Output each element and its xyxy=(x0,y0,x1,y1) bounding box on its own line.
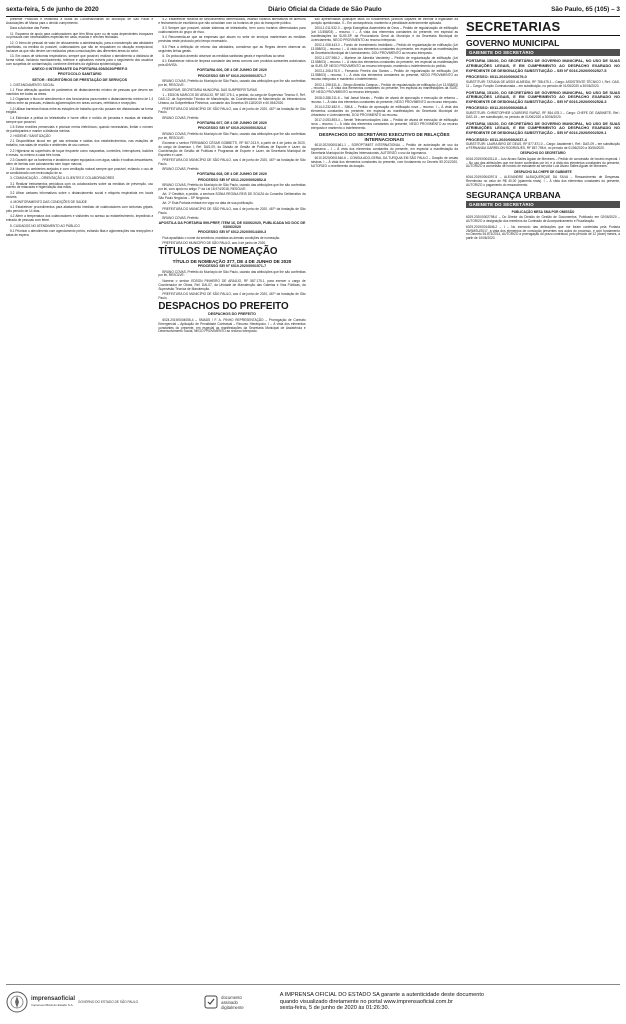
processo-heading: PROCESSO SEI Nº 6011.2020/0002852-8 xyxy=(197,177,267,182)
paragraph: 5.5 Para a definição de retomo das atividades, considerar que as Regras devem observar as seguintes linhas gerais. xyxy=(158,44,306,53)
paragraph: 3. COMUNICAÇÃO – ORIENTAÇÃO A CLIENTES E COLABORADORES xyxy=(10,176,115,181)
paragraph: 11. Esquema de apoio para colaboradores que têm filhos quer ou de suas dependentes incapazes ou pessoas com necessidades especiais em casa, escolas e creches fechadas. xyxy=(6,31,154,40)
portaria-title: PORTARIA 150/20, DO SECRETÁRIO DE GOVERNO MUNICIPAL, NO USO DE SUAS ATRIBUIÇÕES LEGAIS, E EM CUMPRIMENTO AO DESPACHO EXARADO NO EXPEDIENTE DE DESIGNAÇÃO SUBSTITUIÇÃO – SEI Nº 6016.2020/0002527-5 xyxy=(466,59,620,73)
main-columns xyxy=(6,18,458,978)
paragraph: Exonerar o senhor FERNANDO CÉSAR GOBBETTI, RF 507.013.9, a partir de 4 de junho de 2020, do cargo de Assessor I, Ref. DAS-09, da Divisão de Gestão de Políticas de Esporte e Lazer, da Coordenação de Gestão de Políticas e Programas de Esporte e Lazer, da Secretaria Municipal de Esportes e Lazer. xyxy=(158,140,306,157)
paragraph: 1.4 Estimular a prática do teletrabalho e home office e rodízio de jornadas e escalas de trabalho sempre que possível. xyxy=(6,115,154,124)
paragraph: 2002-1.008.443-0 – Fundo de Investimento Imobiliário – Pedido de regularização de edificação (Lei 13.558/03) – recurso. I – À vista dos elementos constantes do presente, em especial as manifestações da Secretaria Municipal de Licenciamento, DOU PROVIMENTO ao recurso interposto. xyxy=(310,43,458,56)
paragraph: Fica apostilado o nome da servidora, mantidas as demais condições de nomeação. xyxy=(162,235,281,240)
paragraph: PREFEITURA DO MUNICÍPIO DE SÃO PAULO, aos 4 de junho de 2020, 467º da fundação de São Paulo. xyxy=(158,206,306,215)
paragraph: 1.5 Evitar reuniões presenciais e priorizar meios eletrônicos; quando necessárias, limitar o número de participantes e manter a distância mínima. xyxy=(6,124,154,133)
header-date: sexta-feira, 5 de junho de 2020 xyxy=(6,5,99,13)
paragraph: 6010.2020/0001661-1 – SOROPTIMIST INTERNATIONAL – Pedido de autorização de uso da logomarca – I – À vista dos elementos constantes do presente, em especial a manifestação da Secretaria Municipal de Relações Internacionais, AUTORIZO o uso da logomarca. xyxy=(310,142,458,155)
paragraph: 2.3 Garantir que os banheiros e lavatórios sejam equipados com água, sabão e toalhas descartáveis, além de lixeiras com acionamento sem toque manual. xyxy=(6,157,154,166)
paragraph: 6016.2019/0004311-8 – Luiz Alvaro Salles Aguiar de Menezes – Pedido de concessão de horário especial. I – No uso das atribuições que me foram conferidas por lei, e à vista dos elementos constantes do presente, AUTORIZO a concessão de horário de estudante ao servidor Luiz Alvaro Salles Aguiar de Menezes. xyxy=(466,156,620,169)
paragraph: 2002-1.298.511-6 – Sérgio Almeida Campos – Pedido de regularização de edificação (Lei 13.558/03) – recurso. I – À vista dos elementos constantes do presente, em especial as manifestações da SUIS-SP, NEGO PROVIMENTO ao recurso interposto. xyxy=(310,82,458,95)
publisher-subtitle: Imprensa Oficial do Estado S.A. xyxy=(31,1003,74,1007)
paragraph: 2003-1.208.476-9 – Fernando Pereira dos Santos – Pedido de regularização de edificação (Lei 13.558/03) – recurso. I – À vista dos elementos constantes do presente, NEGO PROVIMENTO ao recurso interposto e mantenho o indeferimento. xyxy=(310,69,458,82)
section-heading: ANEXO II INTEGRANTE DA PORTARIA 605/2020/PREF.G xyxy=(31,66,128,71)
paragraph: 5.2. Estabelecer horários de funcionamento diferenciados, visando horários alternativos de abertura e fechamento de escritórios que não coincidam com os horários de pico do transporte público. xyxy=(158,18,306,25)
gabinete-bar: GABINETE DO SECRETÁRIO xyxy=(466,201,620,208)
publisher-name: imprensaoficial xyxy=(31,996,76,1002)
paragraph: BRUNO COVAS, Prefeito do Município de São Paulo, usando das atribuições que lhe são conferidas por lei, RESOLVE: xyxy=(158,131,306,140)
gabinete-bar: GABINETE DO SECRETÁRIO xyxy=(466,49,620,56)
paragraph: 2017-0.053.893-4 – Nextel Telecomunicações Ltda. – Pedido de alvará de execução de edificação nova – recurso. I – À vista dos elementos constantes do presente, NEGO PROVIMENTO ao recurso interposto e mantenho o indeferimento. xyxy=(310,117,458,130)
paragraph: 6024.2019/0004055-4 – SMADS / F. A. PINHO REPRESENTAÇÃO – Prorrogação de Contrato Emergencial – Aplicação de Penalidade Contratual – Recurso Hierárquico. I – À vista dos elementos constantes do presente, em especial as manifestações da Secretaria Municipal de Assistência e Desenvolvimento Social, NEGO PROVIMENTO ao recurso interposto. xyxy=(158,317,306,334)
portaria-title: PORTARIA 152/20, DO SECRETÁRIO DE GOVERNO MUNICIPAL, NO USO DE SUAS ATRIBUIÇÕES LEGAIS, E EM CUMPRIMENTO AO DESPACHO EXARADO NO EXPEDIENTE DE DESIGNAÇÃO SUBSTITUIÇÃO – SEI Nº 6016.2020/0002529-1 xyxy=(466,121,620,135)
paragraph: presente Protocolo e redistribuí a todas as Concessionárias do Município de São Paulo e Associações de Marca para o devido cumprimento. xyxy=(6,18,154,25)
paragraph: 2. HIGIENE / SANITIZAÇÃO xyxy=(10,134,51,139)
paragraph: BRUNO COVAS, Prefeito do Município de São Paulo, usando das atribuições que lhe são conferidas por lei, RESOLVE: xyxy=(158,78,306,87)
processo-heading: PROCESSO SEI Nº 6010.2020/0001571-7 xyxy=(197,73,267,78)
paragraph: 6029.2020/0002798-0 – Do Diretor da Divisão de Gestão de Documentos, Publicado em 02/06/2020 – AUTORIZO a designação dos membros da Comissão de Acompanhamento e Fiscalização. xyxy=(466,215,620,224)
paragraph: 5.1 Priorizar o atendimento com agendamento prévio, evitando filas e aglomerações nas recepções e salas de espera. xyxy=(6,228,154,237)
paragraph: 12. O Inimo de pessoal de valor de ofuscamento a administração, para a manutenção das atividades prioritárias, na medida do possível, colaboradores que não se enquadram no situação excepcional, inclusive as que não devem ser realizados pelas comunicações das diferentes áreas do setor. xyxy=(6,40,154,53)
certificate-line: digitalmente xyxy=(221,1004,244,1010)
paragraph: PREFEITURA DO MUNICÍPIO DE SÃO PAULO, aos 4 de junho de 2020. xyxy=(162,240,267,245)
secretarias-column xyxy=(466,18,620,978)
paragraph: 4.1 Estabelecer procedimentos para afastamento imediato de colaboradores com sintomas gripais, pelo período de 14 dias. xyxy=(6,205,154,214)
publisher-logo xyxy=(31,996,75,1008)
portaria-heading: PORTARIA 607, DE 4 DE JUNHO DE 2020 xyxy=(197,121,267,126)
paragraph: 2.2 Higienizar as superfícies de toque frequente como maçanetas, corrimões, interruptores, balcões e mesas, no mínimo a cada três horas. xyxy=(6,148,154,157)
paragraph: 5.4 Recomenda-se que as empresas que atuam no setor de serviços mantenham as medidas previstas neste protocolo pelo tempo necessário. xyxy=(158,35,306,44)
paragraph: 2.1 Disponibilizar álcool em gel nas entradas e saídas dos estabelecimentos, nas estações de trabalho, nas salas de reunião e ambientes de uso comum. xyxy=(6,139,154,148)
paragraph: 6016.2019/0004397-5 – ALEXANDRE ALBUQUERQUE DA SILVA – Ressarcimento de Despesas. Reembolso no valor de R$ 40,00 (quarenta reais). I – À vista dos elementos constantes do presente, AUTORIZO o pagamento do ressarcimento. xyxy=(466,175,620,187)
authenticity-line: sexta-feira, 5 de junho de 2020 às 01:26:30. xyxy=(279,1005,390,1012)
authenticity-line: quando visualizado diretamente no portal www.imprensaoficial.com.br xyxy=(279,998,453,1005)
paragraph: são apresentadas quaisquer fatos ou fundamentos jurídicos capazes de infirmar a legalidade da punição questionada. II – Em consequência, mantenho a penalidade anteriormente aplicada. xyxy=(310,18,458,25)
processo-title: PROCESSO: 6011.2020/0002637-4 xyxy=(466,137,527,142)
paragraph: Art. 1º Destituir, a pedido, a senhora SONIA REGINA REIS DE SOUZA do Conselho Deliberativo da São Paulo Negócios – SP Negócios. xyxy=(158,192,306,201)
page-header xyxy=(6,3,620,17)
section-subtitle: SEGURANÇA URBANA xyxy=(466,189,561,200)
portaria-heading: PORTARIA 608, DE 4 DE JUNHO DE 2020 xyxy=(197,172,267,177)
paragraph: 3.1 Realizar treinamentos periódicos com os colaboradores sobre as medidas de prevenção, uso correto de máscaras e higienização das mãos. xyxy=(6,181,154,190)
paragraph: BRUNO COVAS, Prefeito xyxy=(162,167,199,172)
paragraph: 1.1 Fixar alteração quadros de parâmetros de distanciamento mínimo de pessoas que devem ser mantidos em todas as áreas. xyxy=(6,88,154,97)
page-footer xyxy=(6,984,620,1019)
processo-title: PROCESSO: 6011.2020/0002679-0 xyxy=(466,75,527,80)
paragraph: 6. Os protocolos deverão observar as medidas sanitárias gerais e específicas ao setor. xyxy=(162,53,286,58)
paragraph: EXONERAR, SECRETARIA MUNICIPAL DAS SUBPREFEITURAS xyxy=(162,88,258,93)
header-title: Diário Oficial da Cidade de São Paulo xyxy=(268,5,382,13)
processo-heading: PROCESSO SEI Nº 6019.2020/0001523-6 xyxy=(197,126,267,131)
despacho-title: DESPACHO DA CHEFE DE GABINETE xyxy=(514,169,572,174)
column-3 xyxy=(311,18,458,978)
despachos-heading: DESPACHOS DO PREFEITO xyxy=(158,301,289,313)
paragraph: 2002-1.027.966-2 – Marlene de Almeida Vanderley – Pedido de regularização de edificação (Lei 13.558/03) – recurso. I – À vista dos elementos constantes do presente, em especial as manifestações da SUIS-SP, NEGO PROVIMENTO ao recurso interposto, mantendo o indeferimento do pedido. xyxy=(310,56,458,69)
paragraph: 4.2 Aferir a temperatura dos colaboradores e visitantes no acesso ao estabelecimento, impedindo a entrada de pessoas com febre. xyxy=(6,214,154,223)
digital-signature-badge xyxy=(204,995,244,1010)
titulos-heading: TÍTULOS DE NOMEAÇÃO xyxy=(158,246,278,258)
certificate-line: assinado xyxy=(221,999,238,1005)
paragraph: PREFEITURA DO MUNICÍPIO DE SÃO PAULO, aos 4 de junho de 2020, 467º da fundação de São Paulo. xyxy=(158,157,306,166)
paragraph: 13. Em casos de sintomas respiratórios, sempre que possível, realizar o atendimento a distância de forma virtual, incluindo monitoramento, telefone e aplicativos móveis para o seguimento dos usuários com suspeitas de contaminação, conforme diretrizes da vigilância epidemiológica. xyxy=(6,53,154,66)
despachos-subheading: DESPACHOS DO PREFEITO xyxy=(208,312,256,317)
government-label: GOVERNO DO ESTADO DE SÃO PAULO xyxy=(78,1000,139,1004)
section-heading: PROTOCOLO SANITÁRIO xyxy=(57,72,102,77)
paragraph: 5. CUIDADOS NO ATENDIMENTO AO PÚBLICO xyxy=(10,223,80,228)
paragraph: 2008-0.288.211-6 – Vail Jamal Morais – Pedido de alvará de aprovação e execução de reforma – recurso. I – À vista dos elementos constantes do presente, NEGO PROVIMENTO ao recurso interposto. xyxy=(310,95,458,104)
column-2 xyxy=(158,18,305,978)
section-title: SECRETARIAS xyxy=(466,20,620,36)
header-issue: São Paulo, 65 (105) – 3 xyxy=(551,5,620,13)
paragraph: 5.3 Sempre que possível, adotar sistemas de teletrabalho, bem como horários diferenciados para colaboradores do grupo de risco. xyxy=(158,26,306,35)
certificate-text xyxy=(221,995,244,1010)
paragraph: BRUNO COVAS, Prefeito xyxy=(162,215,199,220)
paragraph: PREFEITURA DO MUNICÍPIO DE SÃO PAULO, aos 4 de junho de 2020, 467º da fundação de São Paulo. xyxy=(158,106,306,115)
gabinete-content xyxy=(466,59,620,187)
paragraph: 2.4 Manter os ambientes arejados e com ventilação natural sempre que possível, evitando o uso de ar condicionado com recirculação de ar. xyxy=(6,167,154,175)
paragraph: BRUNO COVAS, Prefeito do Município de São Paulo, usando das atribuições que lhe são conferidas por lei, RESOLVE: xyxy=(158,269,306,278)
section-subtitle: GOVERNO MUNICIPAL xyxy=(466,38,560,48)
processo-title: PROCESSO: 6011.2020/0002685-8 xyxy=(466,106,527,111)
authenticity-note xyxy=(280,992,484,1012)
processo-heading: PROCESSO SEI Nº 6012.2020/0014400-3 xyxy=(197,230,267,235)
paragraph: 6.1 Estabelecer rotina de limpeza constante das áreas comuns com produtos saneantes autorizados pela ANVISA. xyxy=(158,59,306,68)
paragraph: 2004-1.011.532-0 – Igreja Evangélica Assembleia de Deus – Pedido de regularização de edificação (Lei 13.558/03) – recurso. I – À vista dos elementos constantes do presente, em especial as manifestações da SUIS-SP, da Procuradoria Geral do Município e da Secretaria Municipal de Licenciamento, NEGO PROVIMENTO ao recurso interposto. xyxy=(310,26,458,42)
publisher-block xyxy=(6,991,138,1013)
paragraph: 1 – EDSON MARCOS DE ARAÚJO, RF 587.175.1, a pedido, do cargo de Supervisor Técnico II, Ref. DAS-12, da Supervisão Técnica de Manutenção, da Coordenadoria de Manutenção da Infraestrutura Urbana, da Subprefeitura Pinheiros, constante dos Decretos 59.118/2019 e 60.054/2020. xyxy=(158,93,306,106)
paragraph: Nomear o senhor EDSON PINHEIRO DE ARAÚJO, RF 587.175.1, para exercer o cargo de Coordenador de Obras, Ref. DAI-07, da Unidade de Manutenção das Galerias e Vias Públicas, da Supervisão Técnica de Manutenção. xyxy=(158,278,306,291)
despachos-heading: DESPACHOS DO SECRETÁRIO EXECUTIVO DE RELAÇÕES INTERNACIONAIS xyxy=(319,132,450,143)
seguranca-content xyxy=(466,211,620,241)
publicacao-title: PUBLICAÇÃO MESA SMA POR OMISSÃO xyxy=(511,210,575,215)
despacho-title: DESPACHO DO SECRETÁRIO xyxy=(520,151,566,156)
processo-heading: PROCESSO SEI Nº 6010.2020/0001571-7 xyxy=(197,264,267,269)
column-1 xyxy=(6,18,153,978)
paragraph: 3.2 Afixar cartazes informativos sobre o distanciamento social e etiqueta respiratória em locais visíveis. xyxy=(6,190,154,199)
paragraph: 4. MONITORAMENTO DAS CONDIÇÕES DE SAÚDE xyxy=(10,199,87,204)
paragraph: 6010.2020/0001546-6 – CONSULADO-GERAL DA TURQUIA EM SÃO PAULO – Doação de cestas básicas. I – À vista dos elementos constantes do presente, com fundamento no Decreto 59.201/2020, AUTORIZO o recebimento da doação. xyxy=(310,155,458,168)
certificate-line: documento xyxy=(221,994,242,1000)
paragraph: BRUNO COVAS, Prefeito do Município de São Paulo, usando das atribuições que lhe são conferidas por lei, com apoio no artigo 7º da Lei 16.974/2018, RESOLVE: xyxy=(158,182,306,191)
paragraph: BRUNO COVAS, Prefeito xyxy=(162,115,199,120)
paragraph: SUBSTITUIR: LAURA BIRO DE DEUS, RF 877.871.0 – Cargo: Assistente I, Ref.: DAS-09 – em substituição a FERNANDA GARRELON RODRIGUES, RF 857.798.6, no período de 01/06/2020 a 30/06/2020. xyxy=(466,142,620,151)
paragraph: Dara a Autorizar das Partes. xyxy=(10,26,51,31)
paragraph: PREFEITURA DO MUNICÍPIO DE SÃO PAULO, aos 4 de junho de 2020, 467º da fundação de São Paulo. xyxy=(158,291,306,300)
state-seal-icon xyxy=(6,991,28,1013)
authenticity-line: A IMPRENSA OFICIAL DO ESTADO SA garante a autenticidade deste documento xyxy=(279,992,484,999)
paragraph: 2014-0.232.482-9 – SMUL – Pedido de aprovação de edificação nova – recurso. I – À vista dos elementos constantes do presente, em especial as manifestações da Secretaria Municipal de Urbanismo e Licenciamento, DOU PROVIMENTO ao recurso. xyxy=(310,104,458,117)
section-heading: SETOR : ESCRITÓRIOS DE PRESTAÇÃO DE SERVIÇOS xyxy=(32,77,128,82)
paragraph: SUBSTITUIR: TATIANA DE ASSIS ALMEIDA, RF 788.475.1 – Cargo: ASSISTENTE TÉCNICO I, Ref.: DAS-11 – Cargo: Função Comissionada – em substituição, no período de 01/06/2020 a 30/06/2020. xyxy=(466,79,620,88)
apostila-heading: APOSTILA DA PORTARIA 599-PREF, ITEM 16, DE 03/06/2020, PUBLICADA NO DOC DE 03/06/2020 xyxy=(158,221,306,230)
paragraph: SUBSTITUIR: CHRISTOPHER LOUREIRO RAPAZ, RF 854.478.1 – Cargo: CHEFE DE GABINETE, Ref.: DAS-15 – em substituição, no período de 01/06/2020 a 30/06/2020. xyxy=(466,110,620,119)
certificate-icon xyxy=(204,995,218,1009)
titulo-heading: TÍTULO DE NOMEAÇÃO 377, DE 4 DE JUNHO DE 2020 xyxy=(172,258,292,264)
portaria-heading: PORTARIA 606, DE 4 DE JUNHO DE 2020 xyxy=(197,68,267,73)
paragraph: 1.2 Organizar o fluxo de atendimento e dos funcionários para manter o distanciamento mínimo de 1,5 metros entre as pessoas, evitando aglomerações em áreas comuns, refeitórios e recepções. xyxy=(6,97,154,106)
paragraph: Art. 2º Esta Portaria entrará em vigor na data de sua publicação. xyxy=(162,201,254,206)
paragraph: 6029.2019/0014846-2 – I – No exercício das atribuições que me foram conferidas pela Portaria 26/SMSU/2017, à vista dos elementos de convicção presentes nos autos do processo, e com fundamento no Decreto 54.873/2014, AUTORIZO a prorrogação do prazo contratual, pelo período de 12 (doze) meses, a partir de 10/06/2020. xyxy=(466,224,620,241)
portaria-title: PORTARIA 151/20, DO SECRETÁRIO DE GOVERNO MUNICIPAL, NO USO DE SUAS ATRIBUIÇÕES LEGAIS, E EM CUMPRIMENTO AO DESPACHO EXARADO NO EXPEDIENTE DE DESIGNAÇÃO SUBSTITUIÇÃO – SEI Nº 6016.2020/0002528-3 xyxy=(466,90,620,104)
paragraph: 1.3 Utilizar barreiras físicas entre as estações de trabalho que não possam ser distanciadas na forma exigida. xyxy=(6,106,154,115)
paragraph: 1. DISTANCIAMENTO SOCIAL xyxy=(10,82,55,87)
